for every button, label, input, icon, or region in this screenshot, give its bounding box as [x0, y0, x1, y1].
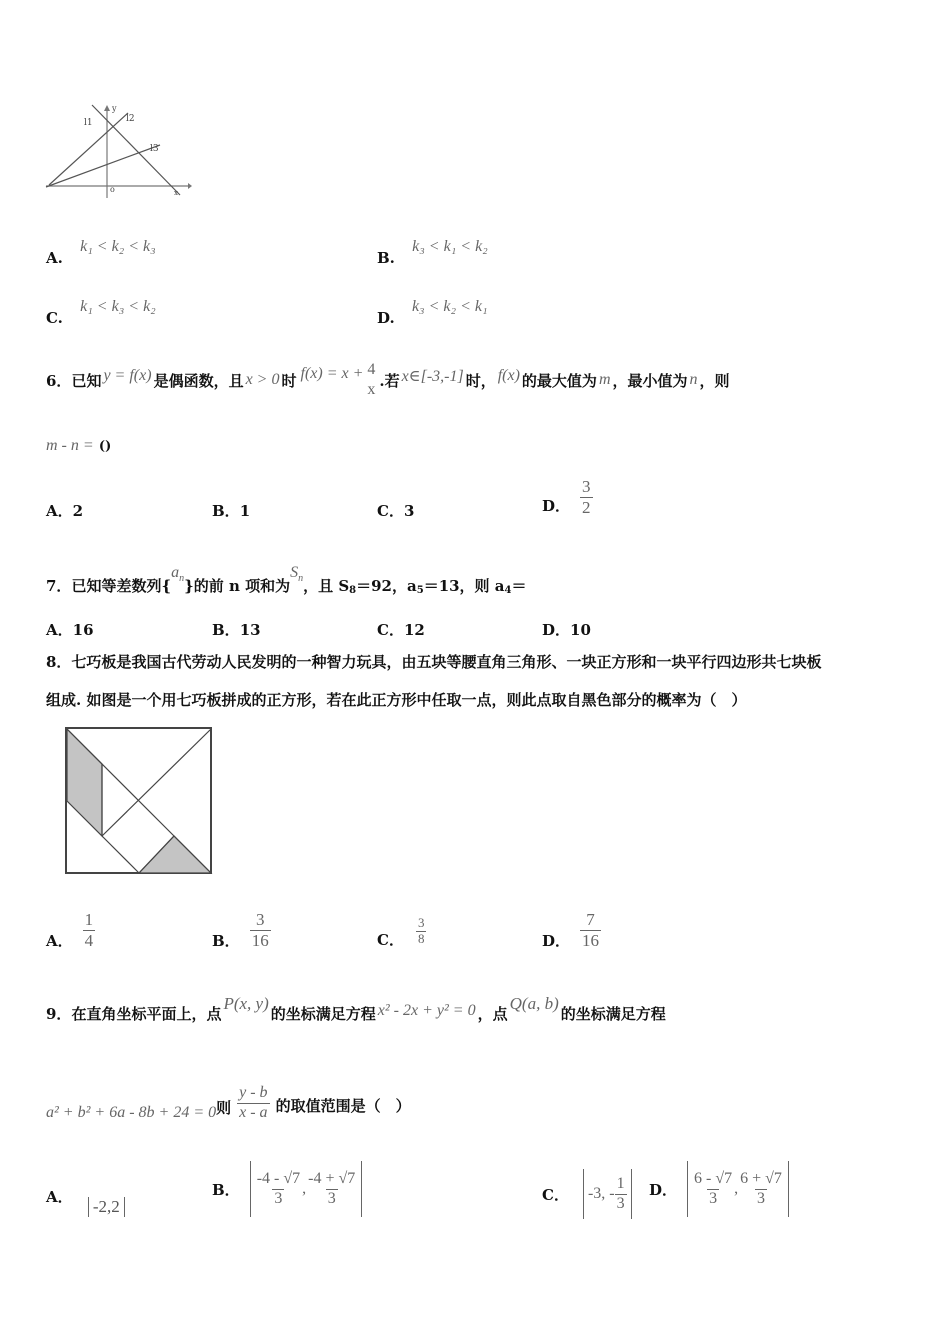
option-label: D. — [377, 309, 395, 327]
denominator: x - a — [239, 1103, 268, 1121]
q7-stem — [46, 560, 527, 596]
sub: 8 — [349, 585, 357, 596]
denominator: 3 — [327, 1189, 336, 1207]
q8-option-a[interactable] — [46, 906, 95, 954]
option-label: D． — [542, 621, 571, 639]
math-a-n — [171, 564, 184, 584]
math-expr: m — [598, 371, 611, 388]
option-label: B． — [212, 931, 240, 950]
text: ＝92，a — [356, 577, 417, 595]
math-expr: Q(a, b) — [509, 994, 559, 1013]
option-fraction — [416, 916, 427, 947]
option-value: 10 — [570, 621, 591, 639]
option-label: B． — [212, 1180, 240, 1199]
denominator: x — [367, 380, 376, 398]
text: 在直角坐标平面上，点 — [71, 1005, 222, 1023]
text: 已知等差数列{ — [71, 577, 172, 595]
math-expr: m - n = — [46, 437, 94, 454]
q9-line2 — [46, 1078, 411, 1126]
q8-option-b[interactable] — [212, 906, 271, 954]
math-var: a — [171, 563, 180, 581]
interval-left-fraction — [255, 1170, 302, 1208]
lines-graph-figure — [44, 103, 192, 199]
text: 的取值范围是（ ） — [275, 1097, 411, 1115]
q8-line1: 8．七巧板是我国古代劳动人民发明的一种智力玩具，由五块等腰直角三角形、一块正方形和一块平行四边形共七块板 — [46, 653, 822, 671]
interval-prefix: -3, - — [587, 1185, 615, 1202]
option-interval — [583, 1169, 632, 1219]
sub: 5 — [416, 585, 424, 596]
numerator: 3 — [255, 909, 265, 929]
numerator: 6 + √7 — [740, 1170, 782, 1188]
option-value: 13 — [239, 621, 261, 639]
denominator: 3 — [709, 1189, 718, 1207]
q9-option-b[interactable] — [212, 1160, 362, 1218]
interval-right-fraction — [738, 1170, 784, 1208]
text: 的最大值为 — [521, 371, 597, 390]
q7-option-a[interactable] — [46, 619, 94, 640]
option-expr: k₃ < k₁ < k₂ — [412, 238, 488, 255]
fraction-4-over-x — [365, 361, 377, 399]
label-origin: o — [110, 185, 115, 194]
q7-option-b[interactable] — [212, 619, 261, 640]
text: 的坐标满足方程 — [560, 1005, 666, 1023]
math-expr: n — [689, 371, 698, 388]
text: 已知 — [71, 371, 102, 390]
denominator: 16 — [251, 930, 269, 950]
text: ＝13，则 a — [423, 577, 505, 595]
option-label: A. — [46, 249, 63, 267]
denominator: 16 — [582, 930, 600, 950]
q7-number: 7． — [46, 577, 72, 595]
q6-number: 6． — [46, 371, 72, 390]
option-label: D． — [542, 496, 571, 515]
text: 时 — [281, 371, 297, 390]
q6-option-c[interactable] — [377, 500, 414, 521]
option-value: 12 — [403, 621, 425, 639]
numerator: -4 + √7 — [308, 1170, 356, 1188]
text: ＝ — [511, 577, 527, 595]
x-axis-arrow — [188, 183, 192, 189]
option-label: C． — [377, 502, 404, 520]
option-label: D． — [542, 931, 571, 950]
q5-option-d[interactable] — [377, 298, 488, 328]
text: 是偶函数，且 — [153, 371, 244, 390]
interval-left-fraction — [692, 1170, 734, 1208]
numerator: 3 — [417, 914, 425, 930]
option-interval: -2,2 — [88, 1197, 125, 1217]
text: }的前 n 项和为 — [184, 577, 291, 595]
numerator: 4 — [367, 361, 376, 379]
label-y: y — [112, 104, 117, 113]
q8-line2: 组成. 如图是一个用七巧板拼成的正方形，若在此正方形中任取一点，则此点取自黑色部分的概率为（ ） — [46, 691, 747, 709]
q7-option-c[interactable] — [377, 619, 425, 640]
q6-option-a[interactable] — [46, 500, 83, 521]
option-interval — [687, 1161, 789, 1217]
q9-number: 9． — [46, 1005, 72, 1023]
text: ，最小值为 — [612, 371, 688, 390]
q9-option-d[interactable] — [649, 1160, 789, 1218]
option-label: B． — [212, 621, 240, 639]
math-expr: f(x) = x + — [300, 365, 364, 382]
text: ，且 S — [303, 577, 350, 595]
label-l1: l1 — [84, 118, 93, 128]
q6-stem — [46, 356, 730, 404]
option-fraction — [580, 477, 593, 517]
option-value: 1 — [239, 502, 251, 520]
option-fraction — [250, 910, 271, 950]
option-fraction — [83, 910, 96, 950]
option-label: C． — [377, 621, 404, 639]
math-expr: x∈[-3,-1] — [401, 368, 464, 385]
q9-option-c[interactable] — [542, 1166, 632, 1222]
text: .若 — [379, 371, 400, 390]
math-expr: a² + b² + 6a - 8b + 24 = 0 — [46, 1104, 217, 1121]
numerator: 3 — [582, 476, 591, 496]
math-expr: f(x) — [497, 367, 520, 384]
q8-option-c[interactable] — [377, 910, 426, 952]
option-expr: k₁ < k₃ < k₂ — [80, 298, 156, 315]
numerator: y - b — [239, 1084, 268, 1102]
math-sub: n — [179, 573, 185, 584]
option-label: B. — [377, 249, 395, 267]
text: ，点 — [477, 1005, 508, 1023]
math-expr: y = f(x) — [103, 367, 152, 384]
math-var: S — [290, 563, 299, 581]
answer-paren: () — [98, 439, 112, 454]
q7-option-d[interactable] — [542, 619, 591, 640]
q9-option-a[interactable] — [46, 1186, 125, 1216]
label-l3: l3 — [150, 144, 159, 154]
option-label: A． — [46, 621, 73, 639]
q5-option-c[interactable] — [46, 298, 156, 328]
math-s-n — [290, 564, 303, 584]
q6-option-b[interactable] — [212, 500, 250, 521]
comma: , — [734, 1180, 739, 1197]
math-expr: x > 0 — [245, 371, 280, 388]
text: 则 — [216, 1099, 232, 1117]
option-expr: k₃ < k₂ < k₁ — [411, 298, 488, 315]
option-label: C. — [46, 309, 63, 327]
math-expr: x² - 2x + y² = 0 — [377, 1002, 476, 1019]
denominator: 3 — [616, 1194, 625, 1212]
option-label: C． — [377, 930, 404, 949]
text: ，则 — [699, 371, 730, 390]
q8-option-d[interactable] — [542, 906, 601, 954]
numerator: 6 - √7 — [694, 1170, 733, 1188]
math-sub: n — [298, 573, 304, 584]
text: 的坐标满足方程 — [270, 1005, 376, 1023]
denominator: 4 — [84, 930, 94, 950]
q6-line2 — [46, 436, 111, 455]
label-x: x — [174, 189, 178, 197]
option-label: C． — [542, 1185, 569, 1204]
option-expr: k₁ < k₂ < k₃ — [80, 238, 156, 255]
denominator: 3 — [274, 1189, 283, 1207]
tangram-figure — [64, 726, 214, 876]
option-label: A． — [46, 502, 73, 520]
math-expr: P(x, y) — [223, 994, 269, 1013]
comma: , — [302, 1180, 307, 1197]
label-l2: l2 — [126, 114, 135, 124]
line-l3 — [46, 145, 160, 187]
denominator: 8 — [417, 930, 425, 946]
numerator: 1 — [616, 1175, 625, 1193]
y-axis-arrow — [104, 105, 110, 111]
interval-fraction — [615, 1175, 627, 1213]
q5-option-a[interactable] — [46, 238, 156, 268]
q5-option-b[interactable] — [377, 238, 488, 268]
sub: 4 — [504, 585, 512, 596]
option-label: A． — [46, 931, 73, 950]
option-label: D． — [649, 1180, 678, 1199]
denominator: 3 — [757, 1189, 766, 1207]
option-fraction — [580, 910, 601, 950]
text: 时， — [465, 371, 496, 390]
fraction-slope — [237, 1084, 269, 1122]
interval-right-fraction — [306, 1170, 357, 1208]
numerator: -4 - √7 — [256, 1170, 301, 1188]
option-interval — [250, 1161, 363, 1217]
numerator: 7 — [586, 909, 595, 929]
option-label: B． — [212, 502, 240, 520]
q9-stem — [46, 990, 666, 1024]
line-l1 — [92, 105, 180, 195]
option-value: 16 — [72, 621, 94, 639]
denominator: 2 — [582, 497, 591, 517]
option-label: A． — [46, 1188, 73, 1206]
option-value: 3 — [403, 502, 415, 520]
q6-option-d[interactable] — [542, 474, 593, 520]
numerator: 1 — [84, 909, 94, 929]
option-value: 2 — [72, 502, 84, 520]
